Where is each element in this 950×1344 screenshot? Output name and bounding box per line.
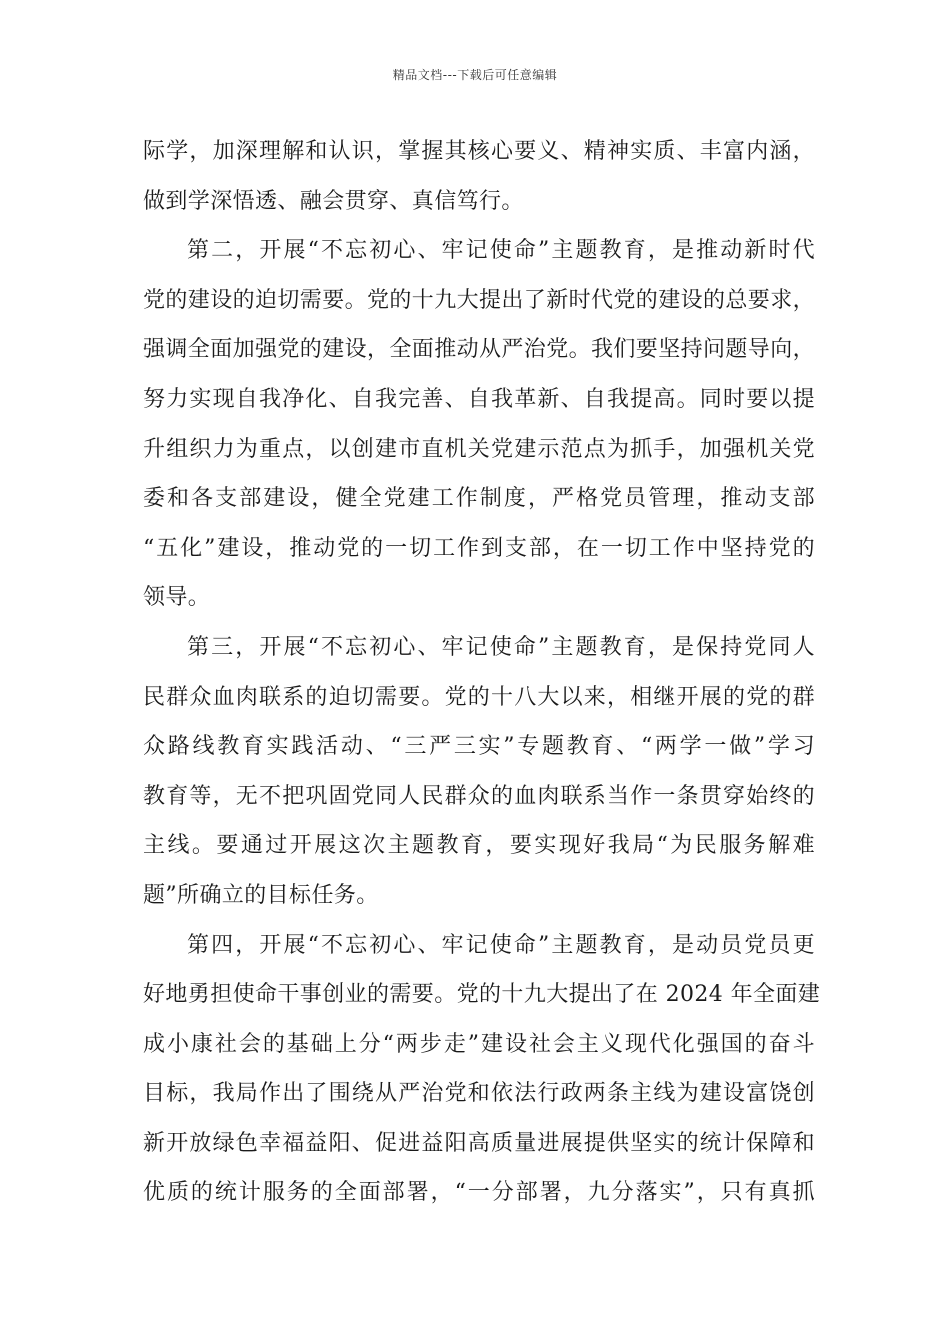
paragraph-line: 目标，我局作出了围绕从严治党和依法行政两条主线为建设富饶创 (143, 1081, 815, 1107)
paragraph-line: 第三，开展“不忘初心、牢记使命”主题教育，是保持党同人 (187, 634, 815, 660)
paragraph-line: 众路线教育实践活动、“三严三实”专题教育、“两学一做”学习 (143, 734, 815, 760)
paragraph-line: “五化”建设，推动党的一切工作到支部，在一切工作中坚持党的 (143, 535, 815, 561)
paragraph-line: 成小康社会的基础上分“两步走”建设社会主义现代化强国的奋斗 (143, 1031, 815, 1057)
paragraph-line: 升组织力为重点，以创建市直机关党建示范点为抓手，加强机关党 (143, 436, 815, 462)
document-body (143, 127, 821, 1218)
paragraph-line: 民群众血肉联系的迫切需要。党的十八大以来，相继开展的党的群 (143, 684, 815, 710)
paragraph-line: 教育等，无不把巩固党同人民群众的血肉联系当作一条贯穿始终的 (143, 783, 815, 809)
paragraph-line: 强调全面加强党的建设，全面推动从严治党。我们要坚持问题导向， (143, 337, 816, 363)
paragraph-line: 做到学深悟透、融会贯穿、真信笃行。 (143, 188, 524, 214)
paragraph-line: 党的建设的迫切需要。党的十九大提出了新时代党的建设的总要求， (143, 287, 816, 313)
page-header: 精品文档---下载后可任意编辑 (392, 68, 558, 82)
paragraph-line: 努力实现自我净化、自我完善、自我革新、自我提高。同时要以提 (143, 386, 815, 412)
paragraph-line: 第四，开展“不忘初心、牢记使命”主题教育，是动员党员更 (187, 932, 815, 958)
paragraph-line: 优质的统计服务的全面部署，“一分部署，九分落实”，只有真抓 (143, 1180, 815, 1206)
paragraph-line: 领导。 (143, 585, 211, 611)
paragraph-line: 好地勇担使命干事创业的需要。党的十九大提出了在 2024 年全面建 (143, 982, 821, 1008)
paragraph-line: 第二，开展“不忘初心、牢记使命”主题教育，是推动新时代 (187, 238, 815, 264)
paragraph-line: 委和各支部建设，健全党建工作制度，严格党员管理，推动支部 (143, 486, 815, 512)
paragraph-line: 际学，加深理解和认识，掌握其核心要义、精神实质、丰富内涵， (143, 139, 815, 164)
paragraph-line: 题”所确立的目标任务。 (143, 882, 379, 908)
paragraph-line: 新开放绿色幸福益阳、促进益阳高质量进展提供坚实的统计保障和 (143, 1130, 815, 1156)
paragraph-line: 主线。要通过开展这次主题教育，要实现好我局“为民服务解难 (143, 833, 815, 859)
